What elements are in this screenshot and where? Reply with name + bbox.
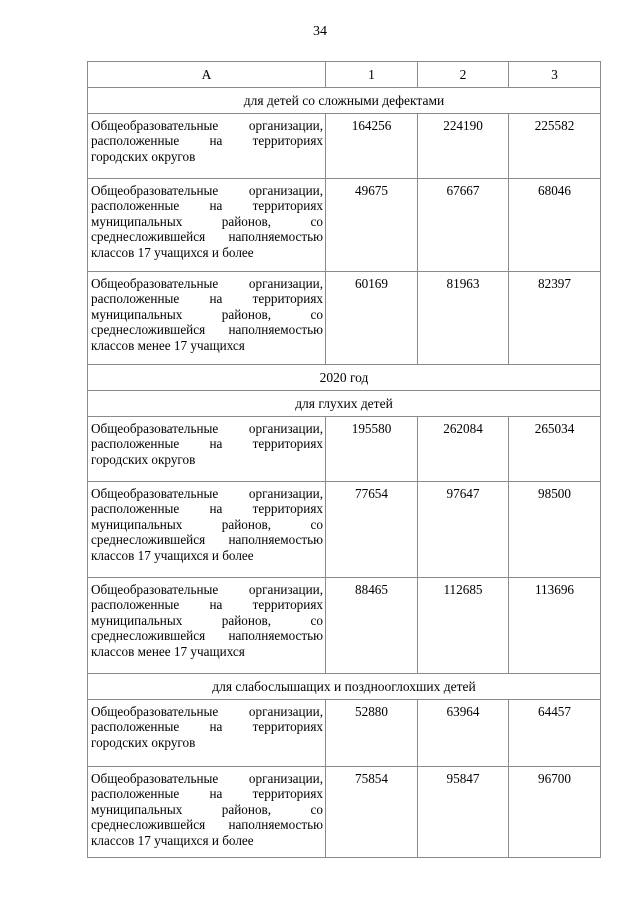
table-header-row: [88, 62, 601, 88]
value-col-1: 52880: [326, 700, 418, 767]
table-row: [88, 114, 601, 179]
value-col-3: 82397: [509, 272, 601, 365]
value-col-3: 98500: [509, 482, 601, 578]
table-row: [88, 417, 601, 482]
table-row: [88, 767, 601, 858]
column-header-1: 1: [326, 62, 418, 88]
section-title: для глухих детей: [88, 391, 601, 417]
value-col-1: 60169: [326, 272, 418, 365]
value-col-2: 67667: [418, 179, 509, 272]
section-row: [88, 88, 601, 114]
column-header-a: А: [88, 62, 326, 88]
page-number: 34: [313, 24, 327, 39]
section-title: для слабослышащих и позднооглохших детей: [88, 674, 601, 700]
table-row: [88, 179, 601, 272]
table-row: [88, 272, 601, 365]
section-row: [88, 674, 601, 700]
value-col-1: 195580: [326, 417, 418, 482]
value-col-3: 68046: [509, 179, 601, 272]
row-description: Общеобразовательные организации, расположенные на территориях городских округов: [88, 417, 326, 482]
value-col-1: 164256: [326, 114, 418, 179]
value-col-1: 75854: [326, 767, 418, 858]
section-title: 2020 год: [88, 365, 601, 391]
column-header-3: 3: [509, 62, 601, 88]
row-description: Общеобразовательные организации, расположенные на территориях муниципальных районов, со среднесложившейся наполняемостью классов 17 учащихся и более: [88, 767, 326, 858]
section-row: [88, 391, 601, 417]
value-col-2: 95847: [418, 767, 509, 858]
value-col-3: 64457: [509, 700, 601, 767]
value-col-3: 96700: [509, 767, 601, 858]
value-col-1: 77654: [326, 482, 418, 578]
section-row: [88, 365, 601, 391]
value-col-3: 113696: [509, 578, 601, 674]
row-description: Общеобразовательные организации, расположенные на территориях муниципальных районов, со среднесложившейся наполняемостью классов менее 17 учащихся: [88, 578, 326, 674]
section-title: для детей со сложными дефектами: [88, 88, 601, 114]
table-row: [88, 482, 601, 578]
row-description: Общеобразовательные организации, расположенные на территориях муниципальных районов, со среднесложившейся наполняемостью классов менее 17 учащихся: [88, 272, 326, 365]
value-col-2: 262084: [418, 417, 509, 482]
table-row: [88, 700, 601, 767]
row-description: Общеобразовательные организации, расположенные на территориях муниципальных районов, со среднесложившейся наполняемостью классов 17 учащихся и более: [88, 179, 326, 272]
value-col-2: 97647: [418, 482, 509, 578]
funding-table: [87, 61, 601, 858]
value-col-2: 63964: [418, 700, 509, 767]
value-col-2: 81963: [418, 272, 509, 365]
row-description: Общеобразовательные организации, расположенные на территориях городских округов: [88, 700, 326, 767]
table-row: [88, 578, 601, 674]
column-header-2: 2: [418, 62, 509, 88]
row-description: Общеобразовательные организации, расположенные на территориях муниципальных районов, со среднесложившейся наполняемостью классов 17 учащихся и более: [88, 482, 326, 578]
value-col-1: 88465: [326, 578, 418, 674]
value-col-3: 265034: [509, 417, 601, 482]
value-col-2: 224190: [418, 114, 509, 179]
row-description: Общеобразовательные организации, расположенные на территориях городских округов: [88, 114, 326, 179]
value-col-3: 225582: [509, 114, 601, 179]
value-col-1: 49675: [326, 179, 418, 272]
value-col-2: 112685: [418, 578, 509, 674]
